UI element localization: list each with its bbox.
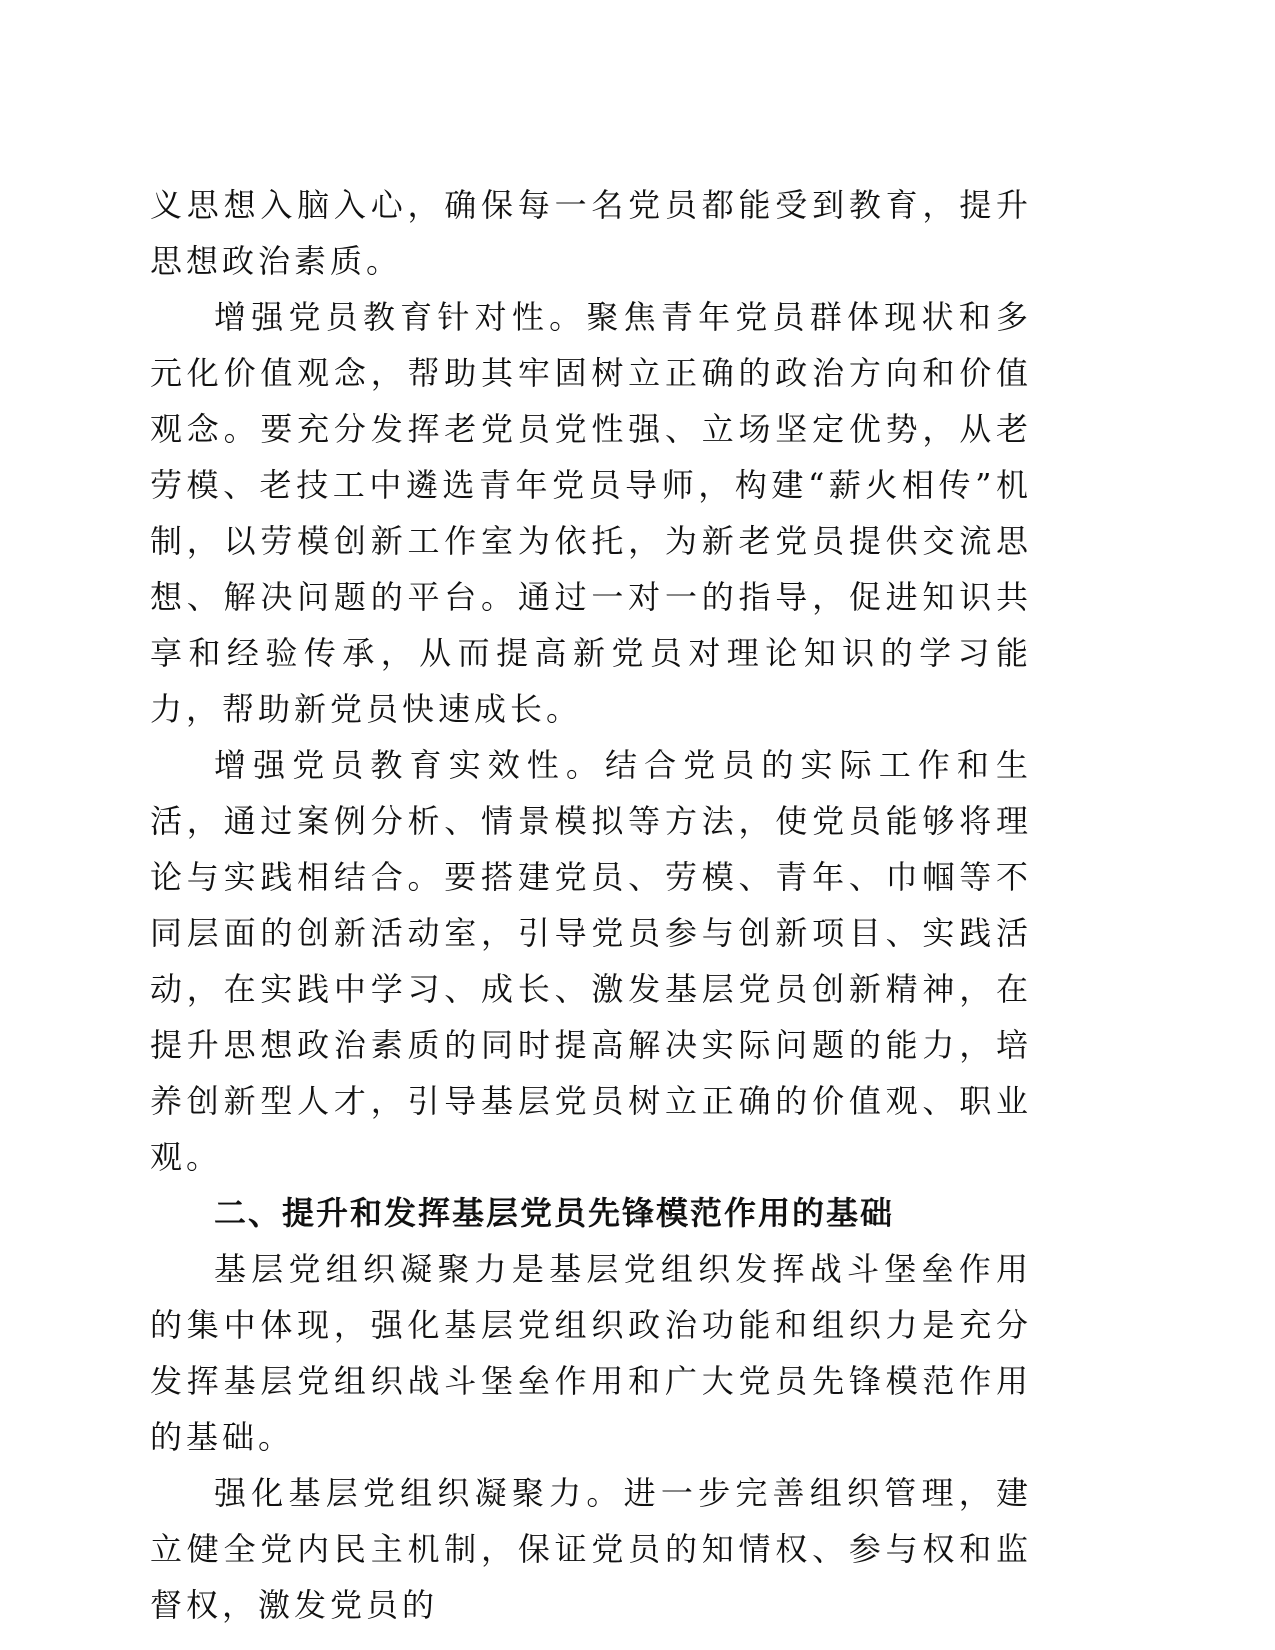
paragraph-organization-cohesion: 基层党组织凝聚力是基层党组织发挥战斗堡垒作用的集中体现，强化基层党组织政治功能和组织力是充分发挥基层党组织战斗堡垒作用和广大党员先锋模范作用的基础。: [150, 1250, 1032, 1456]
paragraph-continuation: 义思想入脑入心，确保每一名党员都能受到教育，提升思想政治素质。: [150, 186, 1032, 280]
section-heading: 二、提升和发挥基层党员先锋模范作用的基础: [214, 1194, 895, 1232]
document-page: [150, 177, 1032, 1633]
paragraph-education-targeting: 增强党员教育针对性。聚焦青年党员群体现状和多元化价值观念，帮助其牢固树立正确的政治方向和价值观念。要充分发挥老党员党性强、立场坚定优势，从老劳模、老技工中遴选青年党员导师，构建“薪火相传”机制，以劳模创新工作室为依托，为新老党员提供交流思想、解决问题的平台。通过一对一的指导，促进知识共享和经验传承，从而提高新党员对理论知识的学习能力，帮助新党员快速成长。: [150, 298, 1032, 728]
paragraph-education-effectiveness: 增强党员教育实效性。结合党员的实际工作和生活，通过案例分析、情景模拟等方法，使党员能够将理论与实践相结合。要搭建党员、劳模、青年、巾帼等不同层面的创新活动室，引导党员参与创新项目、实践活动，在实践中学习、成长、激发基层党员创新精神，在提升思想政治素质的同时提高解决实际问题的能力，培养创新型人才，引导基层党员树立正确的价值观、职业观。: [150, 746, 1032, 1176]
paragraph-strengthen-cohesion: 强化基层党组织凝聚力。进一步完善组织管理，建立健全党内民主机制，保证党员的知情权、参与权和监督权，激发党员的: [150, 1474, 1032, 1624]
